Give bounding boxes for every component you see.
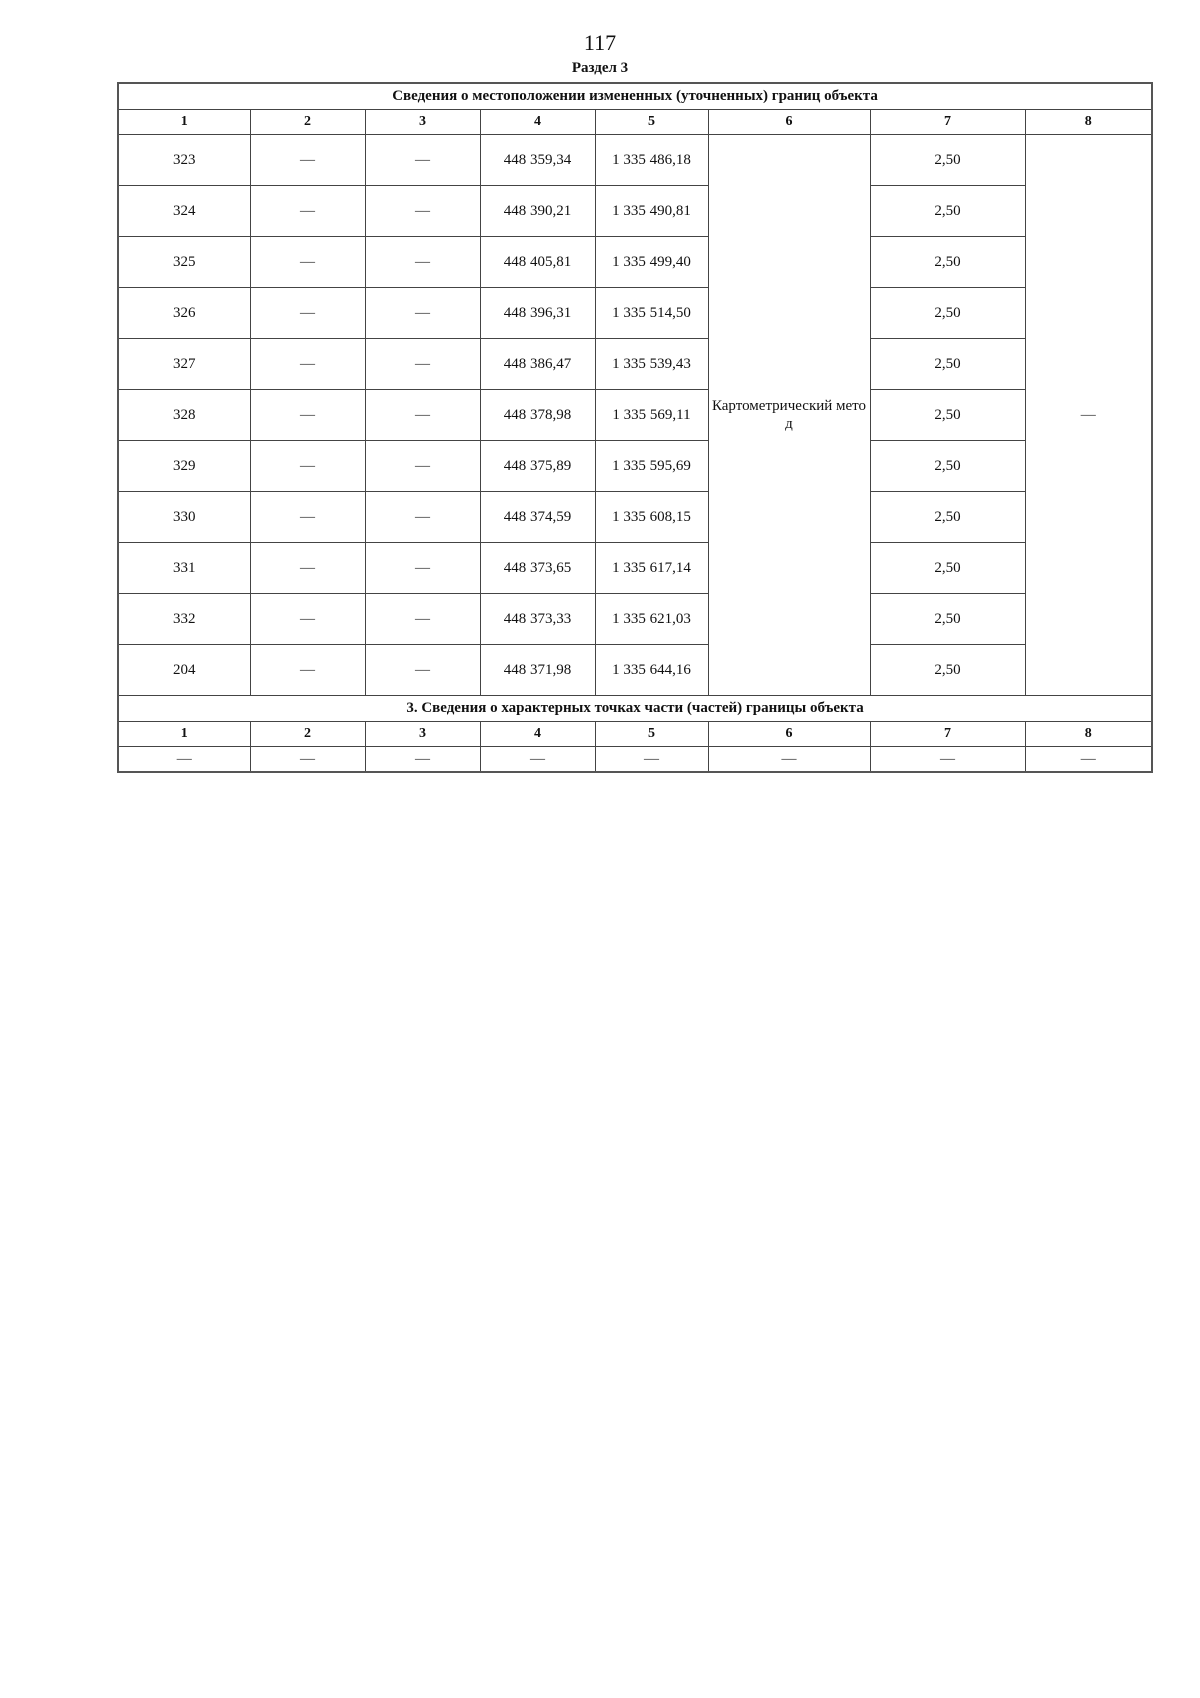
y-coordinate-cell: 1 335 499,40 xyxy=(595,237,708,288)
col3-cell: — xyxy=(365,441,480,492)
y-coordinate-cell: 1 335 595,69 xyxy=(595,441,708,492)
empty-cell-8: — xyxy=(1025,747,1152,773)
column-number-3: 3 xyxy=(365,722,480,747)
col2-cell: — xyxy=(250,288,365,339)
x-coordinate-cell: 448 375,89 xyxy=(480,441,595,492)
x-coordinate-cell: 448 396,31 xyxy=(480,288,595,339)
section-title: Раздел 3 xyxy=(571,60,629,76)
x-coordinate-cell: 448 373,33 xyxy=(480,594,595,645)
x-coordinate-cell: 448 371,98 xyxy=(480,645,595,696)
empty-cell-3: — xyxy=(365,747,480,773)
col2-cell: — xyxy=(250,135,365,186)
col3-cell: — xyxy=(365,186,480,237)
point-number-cell: 324 xyxy=(118,186,250,237)
empty-cell-4: — xyxy=(480,747,595,773)
column-number-1: 1 xyxy=(118,722,250,747)
y-coordinate-cell: 1 335 490,81 xyxy=(595,186,708,237)
table-row xyxy=(118,135,1152,186)
y-coordinate-cell: 1 335 608,15 xyxy=(595,492,708,543)
x-coordinate-cell: 448 390,21 xyxy=(480,186,595,237)
y-coordinate-cell: 1 335 621,03 xyxy=(595,594,708,645)
col3-cell: — xyxy=(365,339,480,390)
x-coordinate-cell: 448 359,34 xyxy=(480,135,595,186)
x-coordinate-cell: 448 378,98 xyxy=(480,390,595,441)
table-row xyxy=(118,237,1152,288)
y-coordinate-cell: 1 335 486,18 xyxy=(595,135,708,186)
x-coordinate-cell: 448 373,65 xyxy=(480,543,595,594)
column-number-2: 2 xyxy=(250,110,365,135)
table-row xyxy=(118,288,1152,339)
point-number-cell: 204 xyxy=(118,645,250,696)
table1-title: Сведения о местоположении измененных (уточненных) границ объекта xyxy=(118,83,1152,110)
empty-cell-5: — xyxy=(595,747,708,773)
col2-cell: — xyxy=(250,237,365,288)
accuracy-cell: 2,50 xyxy=(870,543,1025,594)
page-number: 117 xyxy=(583,30,617,55)
table2-column-numbers xyxy=(118,722,1152,747)
col3-cell: — xyxy=(365,135,480,186)
y-coordinate-cell: 1 335 514,50 xyxy=(595,288,708,339)
table-row xyxy=(118,645,1152,696)
table-row xyxy=(118,186,1152,237)
empty-cell-6: — xyxy=(708,747,870,773)
accuracy-cell: 2,50 xyxy=(870,186,1025,237)
boundary-table xyxy=(117,82,1153,773)
column-number-8: 8 xyxy=(1025,110,1152,135)
column-number-1: 1 xyxy=(118,110,250,135)
empty-cell-7: — xyxy=(870,747,1025,773)
col3-cell: — xyxy=(365,645,480,696)
point-number-cell: 327 xyxy=(118,339,250,390)
col3-cell: — xyxy=(365,390,480,441)
point-number-cell: 325 xyxy=(118,237,250,288)
accuracy-cell: 2,50 xyxy=(870,339,1025,390)
table2-title-row xyxy=(118,696,1152,722)
column-number-6: 6 xyxy=(708,110,870,135)
col2-cell: — xyxy=(250,645,365,696)
col3-cell: — xyxy=(365,492,480,543)
col8-merged-cell: — xyxy=(1025,135,1152,696)
column-number-4: 4 xyxy=(480,722,595,747)
accuracy-cell: 2,50 xyxy=(870,645,1025,696)
point-number-cell: 326 xyxy=(118,288,250,339)
table-row xyxy=(118,492,1152,543)
col3-cell: — xyxy=(365,237,480,288)
point-number-cell: 328 xyxy=(118,390,250,441)
x-coordinate-cell: 448 374,59 xyxy=(480,492,595,543)
column-number-4: 4 xyxy=(480,110,595,135)
point-number-cell: 329 xyxy=(118,441,250,492)
table-row xyxy=(118,543,1152,594)
table1-title-row xyxy=(118,83,1152,110)
column-number-7: 7 xyxy=(870,110,1025,135)
column-number-5: 5 xyxy=(595,110,708,135)
point-number-cell: 331 xyxy=(118,543,250,594)
col2-cell: — xyxy=(250,441,365,492)
column-number-7: 7 xyxy=(870,722,1025,747)
column-number-6: 6 xyxy=(708,722,870,747)
column-number-8: 8 xyxy=(1025,722,1152,747)
y-coordinate-cell: 1 335 644,16 xyxy=(595,645,708,696)
col2-cell: — xyxy=(250,543,365,594)
method-cell: Картометрический метод xyxy=(708,135,870,696)
accuracy-cell: 2,50 xyxy=(870,390,1025,441)
point-number-cell: 332 xyxy=(118,594,250,645)
accuracy-cell: 2,50 xyxy=(870,135,1025,186)
accuracy-cell: 2,50 xyxy=(870,594,1025,645)
accuracy-cell: 2,50 xyxy=(870,441,1025,492)
col2-cell: — xyxy=(250,186,365,237)
table-body xyxy=(118,83,1152,772)
table1-column-numbers xyxy=(118,110,1152,135)
accuracy-cell: 2,50 xyxy=(870,492,1025,543)
col2-cell: — xyxy=(250,492,365,543)
accuracy-cell: 2,50 xyxy=(870,237,1025,288)
y-coordinate-cell: 1 335 617,14 xyxy=(595,543,708,594)
column-number-2: 2 xyxy=(250,722,365,747)
empty-cell-1: — xyxy=(118,747,250,773)
empty-cell-2: — xyxy=(250,747,365,773)
col2-cell: — xyxy=(250,594,365,645)
table2-title: 3. Сведения о характерных точках части (частей) границы объекта xyxy=(118,696,1152,722)
col3-cell: — xyxy=(365,594,480,645)
col3-cell: — xyxy=(365,288,480,339)
column-number-3: 3 xyxy=(365,110,480,135)
point-number-cell: 330 xyxy=(118,492,250,543)
col2-cell: — xyxy=(250,390,365,441)
point-number-cell: 323 xyxy=(118,135,250,186)
accuracy-cell: 2,50 xyxy=(870,288,1025,339)
x-coordinate-cell: 448 405,81 xyxy=(480,237,595,288)
y-coordinate-cell: 1 335 569,11 xyxy=(595,390,708,441)
y-coordinate-cell: 1 335 539,43 xyxy=(595,339,708,390)
table-row xyxy=(118,441,1152,492)
x-coordinate-cell: 448 386,47 xyxy=(480,339,595,390)
table-row xyxy=(118,390,1152,441)
table-row xyxy=(118,339,1152,390)
table-row xyxy=(118,594,1152,645)
col3-cell: — xyxy=(365,543,480,594)
column-number-5: 5 xyxy=(595,722,708,747)
table-row xyxy=(118,747,1152,773)
col2-cell: — xyxy=(250,339,365,390)
